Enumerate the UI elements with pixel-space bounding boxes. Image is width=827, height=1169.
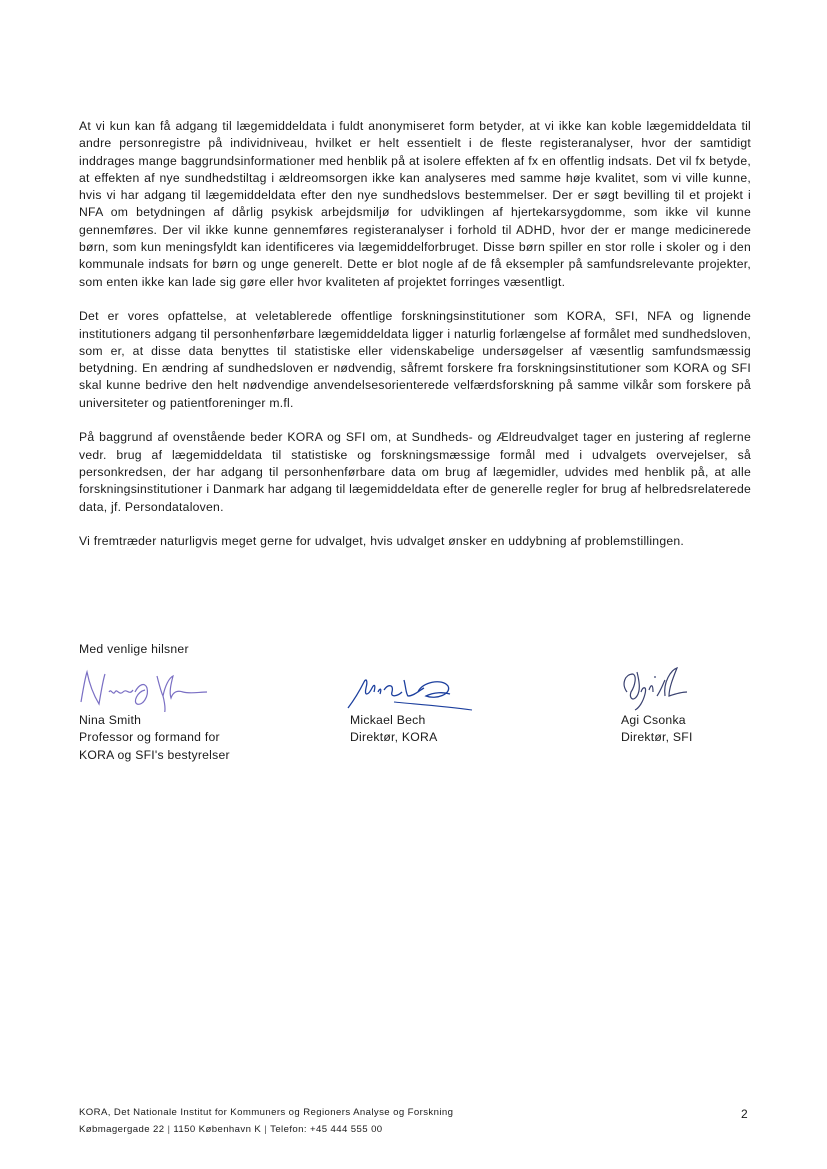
- footer-contact-line: [79, 1121, 453, 1138]
- paragraph-institutions: Det er vores opfattelse, at veletablerede offentlige forskningsinstitutioner som KORA, SFI, NFA og lignende institutioners adgang til personhenførbare lægemiddeldata ligger i naturlig forlængelse af formålet med sundhedsloven, som er, at disse data benyttes til statistiske eller videnskabelige undersøgelser af væsentlig samfundsmæssig betydning. En ændring af sundhedsloven er nødvendig, såfremt forskere fra forskningsinstitutioner som KORA og SFI skal kunne bedrive den helt nødvendige anvendelsesorienterede velfærdsforskning på samme vilkår som forskere på universiteter og patientforeninger m.fl.: [79, 309, 751, 410]
- footer-phone: Telefon: +45 444 555 00: [270, 1124, 383, 1135]
- signatory-title-line: Professor og formand for: [79, 730, 220, 745]
- letter-body: [79, 118, 751, 568]
- footer-address: Købmagergade 22: [79, 1124, 165, 1135]
- footer-separator: |: [264, 1124, 268, 1135]
- signatory-name: Nina Smith: [79, 713, 142, 727]
- signatory-title-line: Direktør, SFI: [621, 730, 693, 745]
- page-footer: [79, 1104, 453, 1138]
- closing-salutation: Med venlige hilsner: [79, 642, 189, 656]
- signatory-title-line: KORA og SFI's bestyrelser: [79, 747, 230, 762]
- footer-postal: 1150 København K: [173, 1124, 262, 1135]
- paragraph-request: På baggrund af ovenstående beder KORA og SFI om, at Sundheds- og Ældreudvalget tager en justering af reglerne vedr. brug af lægemiddeldata til statistiske og forskningsmæssige formål med i udvalgets overvejelser, så personkredsen, der har adgang til personhenførbare data om brug af lægemidler, udvides med henblik på, at alle forskningsinstitutioner i Danmark har adgang til lægemiddeldata efter de generelle regler for brug af helbredsrelaterede data, jf. Persondataloven.: [79, 430, 751, 514]
- signatory-title-line: Direktør, KORA: [350, 730, 438, 745]
- signature-block-nina-smith: [79, 662, 243, 764]
- handwritten-signature-agi-csonka: [615, 662, 785, 712]
- paragraph-offer: Vi fremtræder naturligvis meget gerne for udvalget, hvis udvalget ønsker en uddybning af problemstillingen.: [79, 534, 685, 549]
- handwritten-signature-mickael-bech: [344, 662, 514, 712]
- signature-block-mickael-bech: [350, 662, 514, 747]
- footer-separator: |: [167, 1124, 171, 1135]
- page-number: 2: [741, 1107, 748, 1121]
- footer-organization: KORA, Det Nationale Institut for Kommuners og Regioners Analyse og Forskning: [79, 1107, 454, 1118]
- signatory-name: Agi Csonka: [621, 713, 686, 727]
- handwritten-signature-nina-smith: [73, 662, 243, 712]
- signatory-name: Mickael Bech: [350, 713, 426, 727]
- paragraph-data-access: At vi kun kan få adgang til lægemiddeldata i fuldt anonymiseret form betyder, at vi ikke kan koble lægemiddeldata til andre personregistre på individniveau, hvilket er helt essentielt i de fleste registeranalyser, hvor der samtidigt inddrages mange baggrundsinformationer med henblik på at isolere effekten af fx en offentlig indsats. Det vil fx betyde, at effekten af nye sundhedstiltag i ældreomsorgen ikke kan analyseres med samme høje kvalitet, som vi ville kunne, hvis vi har adgang til lægemiddeldata efter den nye sundhedslovs bestemmelser. Der er søgt bevilling til et projekt i NFA om betydningen af dårlig psykisk arbejdsmiljø for udviklingen af hjertekarsygdomme, som ikke vil kunne gennemføres. Der vil ikke kunne gennemføres registeranalyser i forhold til ADHD, hvor der er mange medicinerede børn, som kun meningsfyldt kan identificeres via lægemiddelforbruget. Disse børn spiller en stor rolle i skoler og i den kommunale indsats for børn og unge generelt. Dette er blot nogle af de få eksempler på samfundsrelevante projekter, som enten ikke kan lade sig gøre eller hvor kvaliteten af projektet forringes væsentligt.: [79, 119, 751, 289]
- signature-block-agi-csonka: [621, 662, 785, 747]
